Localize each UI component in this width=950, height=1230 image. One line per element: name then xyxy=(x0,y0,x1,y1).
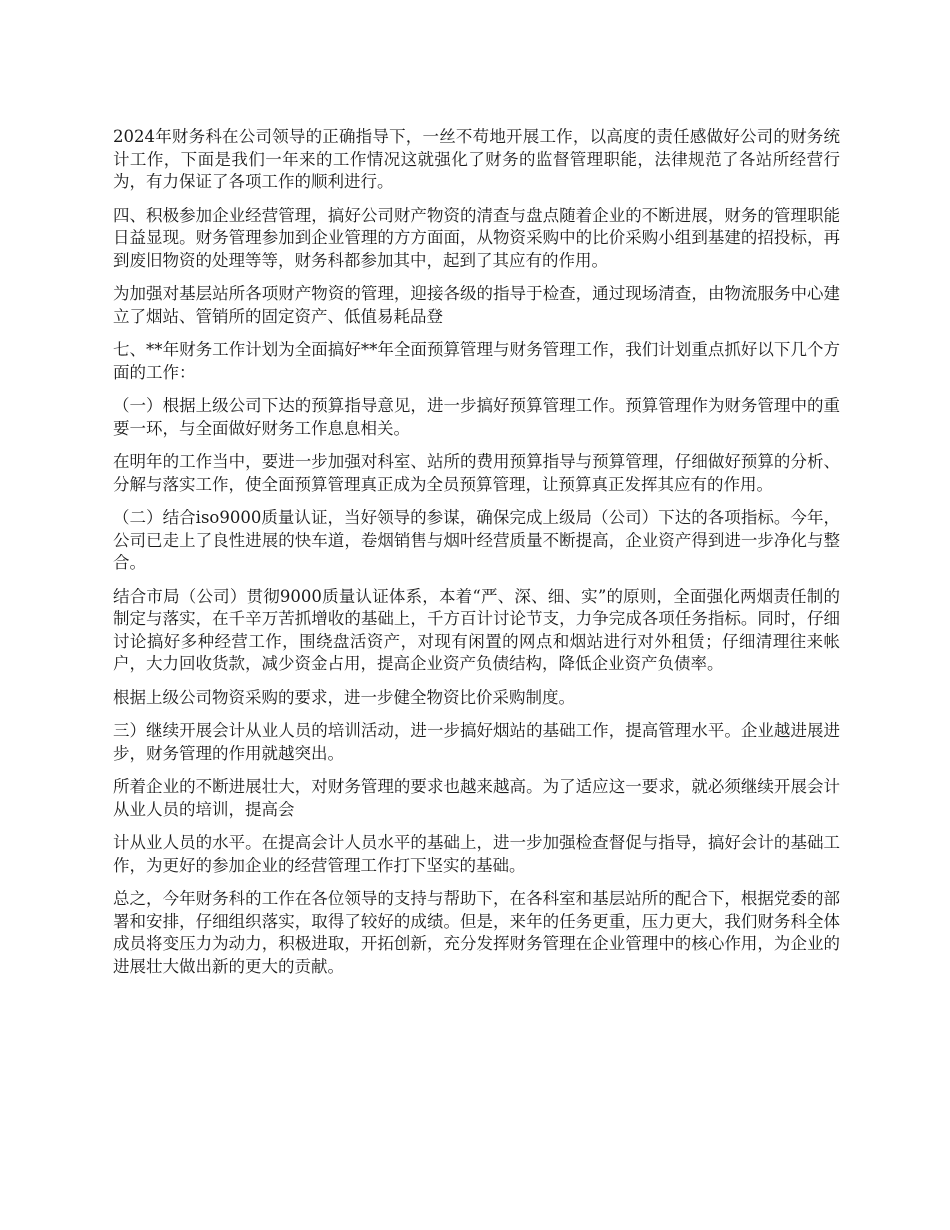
paragraph-3: 为加强对基层站所各项财产物资的管理，迎接各级的指导于检查，通过现场清查，由物流服务中心建立了烟站、管销所的固定资产、低值易耗品登 xyxy=(113,284,840,326)
paragraph-13: 总之，今年财务科的工作在各位领导的支持与帮助下，在各科室和基层站所的配合下，根据党委的部署和安排，仔细组织落实，取得了较好的成绩。但是，来年的任务更重，压力更大，我们财务科全体成员将变压力为动力，积极进取，开拓创新，充分发挥财务管理在企业管理中的核心作用，为企业的进展壮大做出新的更大的贡献。 xyxy=(113,889,840,976)
paragraph-4: 七、**年财务工作计划为全面搞好**年全面预算管理与财务管理工作，我们计划重点抓好以下几个方面的工作： xyxy=(113,340,840,382)
paragraph-1: 2024年财务科在公司领导的正确指导下，一丝不苟地开展工作，以高度的责任感做好公司的财务统计工作，下面是我们一年来的工作情况这就强化了财务的监督管理职能，法律规范了各站所经营行为，有力保证了各项工作的顺利进行。 xyxy=(113,127,840,191)
paragraph-12: 计从业人员的水平。在提高会计人员水平的基础上，进一步加强检查督促与指导，搞好会计的基础工作，为更好的参加企业的经营管理工作打下坚实的基础。 xyxy=(113,833,840,875)
paragraph-10: 三）继续开展会计从业人员的培训活动，进一步搞好烟站的基础工作，提高管理水平。企业越进展进步，财务管理的作用就越突出。 xyxy=(113,721,840,763)
document-body xyxy=(113,126,840,989)
paragraph-5: （一）根据上级公司下达的预算指导意见，进一步搞好预算管理工作。预算管理作为财务管理中的重要一环，与全面做好财务工作息息相关。 xyxy=(113,396,840,438)
paragraph-6: 在明年的工作当中，要进一步加强对科室、站所的费用预算指导与预算管理，仔细做好预算的分析、分解与落实工作，使全面预算管理真正成为全员预算管理，让预算真正发挥其应有的作用。 xyxy=(113,452,840,494)
paragraph-8: 结合市局（公司）贯彻9000质量认证体系，本着“严、深、细、实”的原则，全面强化两烟责任制的制定与落实，在千辛万苦抓增收的基础上，千方百计讨论节支，力争完成各项任务指标。同时，仔细讨论搞好多种经营工作，围绕盘活资产，对现有闲置的网点和烟站进行对外租赁；仔细清理往来帐户，大力回收货款，减少资金占用，提高企业资产负债结构，降低企业资产负债率。 xyxy=(113,586,840,673)
paragraph-11: 所着企业的不断进展壮大，对财务管理的要求也越来越高。为了适应这一要求，就必须继续开展会计从业人员的培训，提高会 xyxy=(113,777,840,819)
paragraph-2: 四、积极参加企业经营管理，搞好公司财产物资的清查与盘点随着企业的不断进展，财务的管理职能日益显现。财务管理参加到企业管理的方方面面，从物资采购中的比价采购小组到基建的招投标，再到废旧物资的处理等等，财务科都参加其中，起到了其应有的作用。 xyxy=(113,205,840,270)
paragraph-7: （二）结合iso9000质量认证，当好领导的参谋，确保完成上级局（公司）下达的各项指标。今年，公司已走上了良性进展的快车道，卷烟销售与烟叶经营质量不断提高，企业资产得到进一步净化与整合。 xyxy=(113,508,840,572)
paragraph-9: 根据上级公司物资采购的要求，进一步健全物资比价采购制度。 xyxy=(113,687,575,707)
